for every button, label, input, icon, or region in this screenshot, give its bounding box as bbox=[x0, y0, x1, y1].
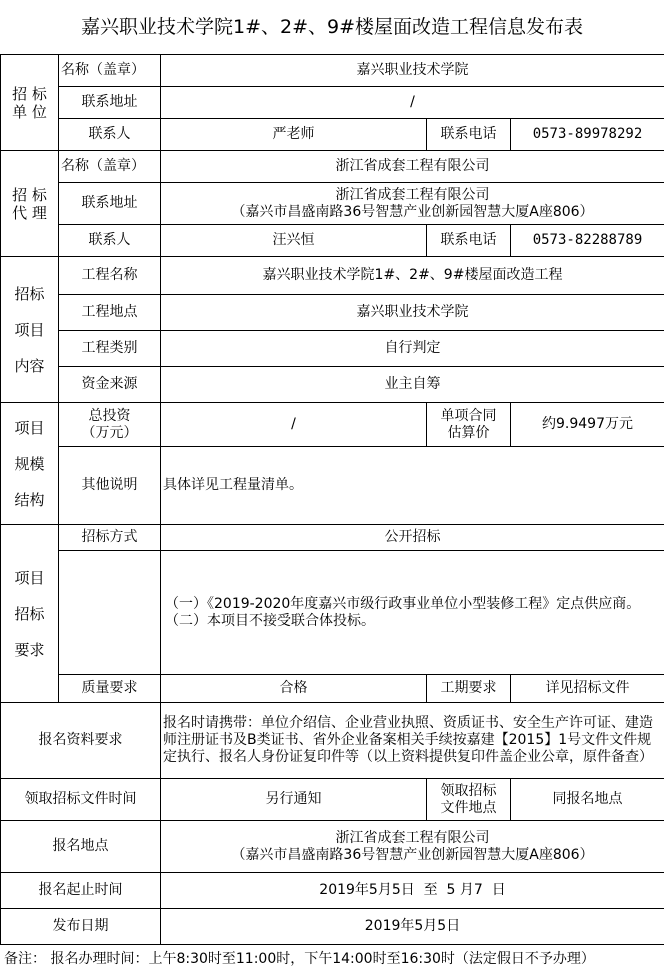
scale-contract: 约9.9497万元 bbox=[511, 403, 664, 447]
page-title: 嘉兴职业技术学院1#、2#、9#楼屋面改造工程信息发布表 bbox=[80, 16, 584, 38]
agent-address: 浙江省成套工程有限公司 （嘉兴市昌盛南路36号智慧产业创新园智慧大厦A座806） bbox=[161, 183, 664, 225]
agent-name: 浙江省成套工程有限公司 bbox=[161, 151, 664, 183]
tenderer-contact-label: 联系人 bbox=[59, 119, 161, 151]
note-label: 备注： bbox=[4, 951, 46, 967]
tenderer-address-label: 联系地址 bbox=[59, 87, 161, 119]
scale-other-label: 其他说明 bbox=[59, 447, 161, 525]
project-type: 自行判定 bbox=[161, 331, 664, 367]
doc-time-label: 领取招标文件时间 bbox=[1, 779, 161, 821]
reg-period-value: 2019年5月5日 至 5 月7 日 bbox=[161, 873, 664, 909]
agent-phone-label: 联系电话 bbox=[427, 225, 511, 257]
scale-other: 具体详见工程量清单。 bbox=[161, 447, 664, 525]
doc-place-label: 领取招标 文件地点 bbox=[427, 779, 511, 821]
agent-address-label: 联系地址 bbox=[59, 183, 161, 225]
agent-contact: 汪兴恒 bbox=[161, 225, 427, 257]
project-fund: 业主自筹 bbox=[161, 367, 664, 403]
doc-place-value: 同报名地点 bbox=[511, 779, 664, 821]
scale-invest: / bbox=[161, 403, 427, 447]
section-scale: 项目 规模 结构 bbox=[1, 403, 59, 525]
doc-time-value: 另行通知 bbox=[161, 779, 427, 821]
tenderer-name: 嘉兴职业技术学院 bbox=[161, 55, 664, 87]
reg-place-label: 报名地点 bbox=[1, 821, 161, 873]
section-tenderer: 招 标 单 位 bbox=[1, 55, 59, 151]
agent-phone: 0573-82288789 bbox=[511, 225, 664, 257]
project-site-label: 工程地点 bbox=[59, 295, 161, 331]
period-value: 详见招标文件 bbox=[511, 675, 664, 703]
reg-period-label: 报名起止时间 bbox=[1, 873, 161, 909]
reg-docs-label: 报名资料要求 bbox=[1, 703, 161, 779]
tenderer-contact: 严老师 bbox=[161, 119, 427, 151]
tenderer-name-label: 名称（盖章） bbox=[59, 55, 161, 87]
tenderer-phone-label: 联系电话 bbox=[427, 119, 511, 151]
section-project: 招标 项目 内容 bbox=[1, 257, 59, 403]
quality-value: 合格 bbox=[161, 675, 427, 703]
tenderer-address: / bbox=[161, 87, 664, 119]
tenderer-phone: 0573-89978292 bbox=[511, 119, 664, 151]
note-value: 报名办理时间：上午8:30时至11:00时，下午14:00时至16:30时（法定假日不予办理） bbox=[50, 951, 595, 967]
reg-docs-value: 报名时请携带：单位介绍信、企业营业执照、资质证书、安全生产许可证、建造师注册证书及B类证书、省外企业备案相关手续按嘉建【2015】1号文件文件规定执行、报名人身份证复印件等（以上资料提供复印件盖企业公章，原件备查） bbox=[161, 703, 664, 779]
method-label: 招标方式 bbox=[59, 525, 161, 551]
qualification-label-empty bbox=[59, 551, 161, 675]
section-requirement: 项目 招标 要求 bbox=[1, 525, 59, 703]
project-fund-label: 资金来源 bbox=[59, 367, 161, 403]
publish-value: 2019年5月5日 bbox=[161, 909, 664, 945]
project-name-label: 工程名称 bbox=[59, 257, 161, 295]
section-agent: 招 标 代 理 bbox=[1, 151, 59, 257]
period-label: 工期要求 bbox=[427, 675, 511, 703]
reg-place-value: 浙江省成套工程有限公司 （嘉兴市昌盛南路36号智慧产业创新园智慧大厦A座806） bbox=[161, 821, 664, 873]
quality-label: 质量要求 bbox=[59, 675, 161, 703]
scale-contract-label: 单项合同 估算价 bbox=[427, 403, 511, 447]
project-type-label: 工程类别 bbox=[59, 331, 161, 367]
project-name: 嘉兴职业技术学院1#、2#、9#楼屋面改造工程 bbox=[161, 257, 664, 295]
method-value: 公开招标 bbox=[161, 525, 664, 551]
footnote bbox=[4, 946, 664, 972]
info-table bbox=[0, 54, 664, 945]
qualification-text: （一）《2019-2020年度嘉兴市级行政事业单位小型装修工程》定点供应商。 （二）本项目不接受联合体投标。 bbox=[161, 551, 664, 675]
agent-contact-label: 联系人 bbox=[59, 225, 161, 257]
agent-name-label: 名称（盖章） bbox=[59, 151, 161, 183]
scale-invest-label: 总投资 （万元） bbox=[59, 403, 161, 447]
publish-label: 发布日期 bbox=[1, 909, 161, 945]
project-site: 嘉兴职业技术学院 bbox=[161, 295, 664, 331]
